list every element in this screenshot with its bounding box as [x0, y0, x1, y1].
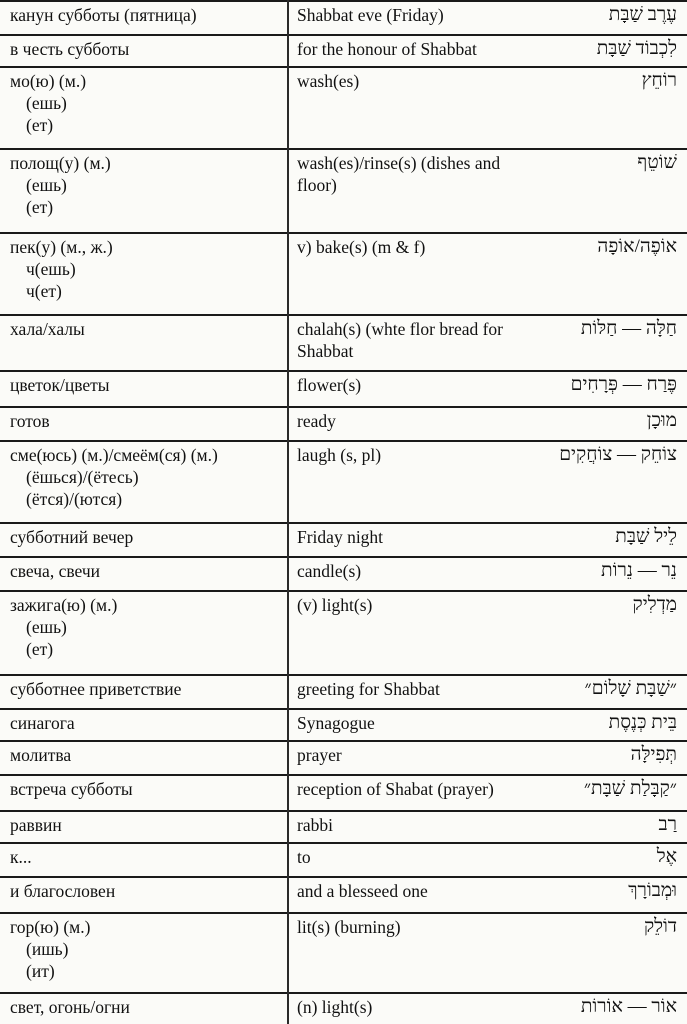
table-row: [0, 232, 687, 314]
russian-term-line: синагога: [10, 713, 75, 733]
table-row: [0, 34, 687, 66]
english-translation: candle(s): [297, 561, 362, 581]
row-divider: [0, 66, 687, 68]
hebrew-term: דוֹלֵק: [643, 916, 677, 937]
column-divider: [287, 740, 289, 774]
english-translation: prayer: [297, 745, 342, 765]
column-divider: [287, 232, 289, 314]
hebrew-term: חַלָּה — חַלּוֹת: [580, 318, 677, 339]
russian-term: [10, 38, 290, 60]
russian-conjugation-line: (ешь): [26, 93, 67, 113]
russian-term-line: свет, огонь/огни: [10, 997, 130, 1017]
hebrew-term: פֶּרַח — פְּרָחִים: [570, 374, 677, 395]
column-divider: [287, 522, 289, 556]
row-divider: [0, 590, 687, 592]
russian-term-line: полощ(у) (м.): [10, 153, 111, 173]
hebrew-term: אוֹפֶה/אוֹפָה: [597, 236, 677, 257]
hebrew-term: ״קַבָּלַת שַׁבָּת״: [583, 778, 677, 799]
column-divider: [287, 66, 289, 148]
hebrew-term: רַב: [658, 814, 677, 835]
english-translation: reception of Shabat (prayer): [297, 779, 494, 799]
row-divider: [0, 876, 687, 878]
column-divider: [287, 148, 289, 232]
english-translation: ready: [297, 411, 336, 431]
english-translation: v) bake(s) (m & f): [297, 237, 426, 257]
hebrew-term: לֵיל שַׁבָּת: [615, 526, 677, 547]
russian-term-line: цветок/цветы: [10, 375, 110, 395]
hebrew-term: צוֹחֵק — צוֹחֲקִים: [559, 444, 677, 465]
english-translation: lit(s) (burning): [297, 917, 401, 937]
row-divider: [0, 674, 687, 676]
english-translation: rabbi: [297, 815, 333, 835]
table-row: [0, 0, 687, 34]
russian-term-line: сме(юсь) (м.)/смеём(ся) (м.): [10, 445, 218, 465]
table-row: [0, 708, 687, 740]
table-row: [0, 522, 687, 556]
row-divider: [0, 774, 687, 776]
hebrew-term: מַדְלִיק: [632, 594, 677, 615]
english-translation: (n) light(s): [297, 997, 373, 1017]
table-row: [0, 148, 687, 232]
table-row: [0, 810, 687, 842]
column-divider: [287, 842, 289, 876]
russian-term-line: встреча субботы: [10, 779, 133, 799]
english-translation: (v) light(s): [297, 595, 373, 615]
russian-term-line: молитва: [10, 745, 72, 765]
hebrew-term: מוּכָן: [646, 410, 677, 431]
hebrew-term: נֵר — נֵרוֹת: [601, 560, 677, 581]
table-row: [0, 406, 687, 440]
table-row: [0, 314, 687, 370]
column-divider: [287, 876, 289, 912]
russian-term: [10, 444, 290, 510]
russian-term: [10, 236, 290, 302]
russian-term-line: раввин: [10, 815, 62, 835]
russian-term-line: и благословен: [10, 881, 116, 901]
hebrew-term: ״שַׁבָּת שָׁלוֹם״: [584, 678, 677, 699]
russian-conjugation-line: ч(ешь): [26, 259, 76, 279]
english-translation: to: [297, 847, 311, 867]
column-divider: [287, 314, 289, 370]
table-row: [0, 440, 687, 522]
english-translation: wash(es): [297, 71, 360, 91]
row-divider: [0, 232, 687, 234]
column-divider: [287, 912, 289, 992]
column-divider: [287, 370, 289, 406]
russian-term: [10, 70, 290, 136]
russian-term-line: к...: [10, 847, 32, 867]
table-row: [0, 370, 687, 406]
russian-term: [10, 712, 290, 734]
russian-conjugation-line: ч(ет): [26, 281, 62, 301]
hebrew-term: וּמְבוֹרָךְ: [628, 880, 677, 901]
row-divider: [0, 842, 687, 844]
column-divider: [287, 774, 289, 810]
table-row: [0, 66, 687, 148]
russian-term-line: гор(ю) (м.): [10, 917, 91, 937]
table-row: [0, 740, 687, 774]
english-translation: flower(s): [297, 375, 362, 395]
english-translation: greeting for Shabbat: [297, 679, 440, 699]
russian-term: [10, 916, 290, 982]
hebrew-term: בֵּית כְּנֶסֶת: [608, 712, 677, 733]
row-divider: [0, 148, 687, 150]
russian-term: [10, 318, 290, 340]
russian-term: [10, 846, 290, 868]
russian-conjugation-line: (ишь): [26, 939, 69, 959]
hebrew-term: רוֹחֵץ: [641, 70, 677, 91]
table-row: [0, 876, 687, 912]
russian-conjugation-line: (ет): [26, 197, 54, 217]
russian-term: [10, 526, 290, 548]
russian-term: [10, 560, 290, 582]
russian-term: [10, 678, 290, 700]
english-translation: Shabbat eve (Friday): [297, 5, 444, 25]
table-row: [0, 556, 687, 590]
russian-term-line: субботнее приветствие: [10, 679, 182, 699]
russian-term: [10, 152, 290, 218]
russian-term-line: зажига(ю) (м.): [10, 595, 118, 615]
column-divider: [287, 556, 289, 590]
russian-term: [10, 410, 290, 432]
english-translation: for the honour of Shabbat: [297, 39, 477, 59]
hebrew-term: עֶרֶב שַׁבָּת: [608, 4, 677, 25]
russian-term: [10, 996, 290, 1018]
row-divider: [0, 406, 687, 408]
table-row: [0, 842, 687, 876]
column-divider: [287, 34, 289, 66]
column-divider: [287, 590, 289, 674]
russian-term-line: мо(ю) (м.): [10, 71, 87, 91]
row-divider: [0, 810, 687, 812]
table-row: [0, 674, 687, 708]
russian-term-line: субботний вечер: [10, 527, 134, 547]
row-divider: [0, 556, 687, 558]
russian-conjugation-line: (ешь): [26, 617, 67, 637]
russian-term: [10, 814, 290, 836]
column-divider: [287, 440, 289, 522]
column-divider: [287, 708, 289, 740]
row-divider: [0, 0, 687, 2]
row-divider: [0, 522, 687, 524]
column-divider: [287, 674, 289, 708]
russian-term-line: хала/халы: [10, 319, 85, 339]
table-row: [0, 774, 687, 810]
hebrew-term: תְּפִילָּה: [630, 744, 677, 765]
russian-conjugation-line: (ешь): [26, 175, 67, 195]
russian-term-line: канун субботы (пятница): [10, 5, 197, 25]
russian-conjugation-line: (ет): [26, 639, 54, 659]
russian-term-line: готов: [10, 411, 50, 431]
russian-conjugation-line: (ит): [26, 961, 55, 981]
english-translation: laugh (s, pl): [297, 445, 382, 465]
row-divider: [0, 992, 687, 994]
russian-term-line: свеча, свечи: [10, 561, 101, 581]
column-divider: [287, 992, 289, 1024]
hebrew-term: לִכְבוֹד שַׁבָּת: [596, 38, 677, 59]
column-divider: [287, 406, 289, 440]
russian-conjugation-line: (ёшься)/(ётесь): [26, 467, 139, 487]
row-divider: [0, 314, 687, 316]
hebrew-term: שׁוֹטֵף: [637, 152, 677, 173]
table-row: [0, 912, 687, 992]
column-divider: [287, 0, 289, 34]
hebrew-term: אֶל: [656, 846, 677, 867]
russian-term-line: в честь субботы: [10, 39, 130, 59]
russian-term-line: пек(у) (м., ж.): [10, 237, 113, 257]
russian-conjugation-line: (ётся)/(ются): [26, 489, 123, 509]
row-divider: [0, 440, 687, 442]
english-translation: and a blesseed one: [297, 881, 428, 901]
row-divider: [0, 912, 687, 914]
russian-term: [10, 778, 290, 800]
table-row: [0, 992, 687, 1024]
row-divider: [0, 370, 687, 372]
hebrew-term: אוֹר — אוֹרוֹת: [580, 996, 677, 1017]
row-divider: [0, 34, 687, 36]
russian-term: [10, 744, 290, 766]
english-translation: wash(es)/rinse(s) (dishes and floor): [297, 153, 501, 195]
english-translation: Synagogue: [297, 713, 375, 733]
russian-conjugation-line: (ет): [26, 115, 54, 135]
column-divider: [287, 810, 289, 842]
russian-term: [10, 374, 290, 396]
english-translation: chalah(s) (whte flor bread for Shabbat: [297, 319, 504, 361]
russian-term: [10, 880, 290, 902]
row-divider: [0, 740, 687, 742]
russian-term: [10, 4, 290, 26]
table-row: [0, 590, 687, 674]
russian-term: [10, 594, 290, 660]
row-divider: [0, 708, 687, 710]
english-translation: Friday night: [297, 527, 384, 547]
